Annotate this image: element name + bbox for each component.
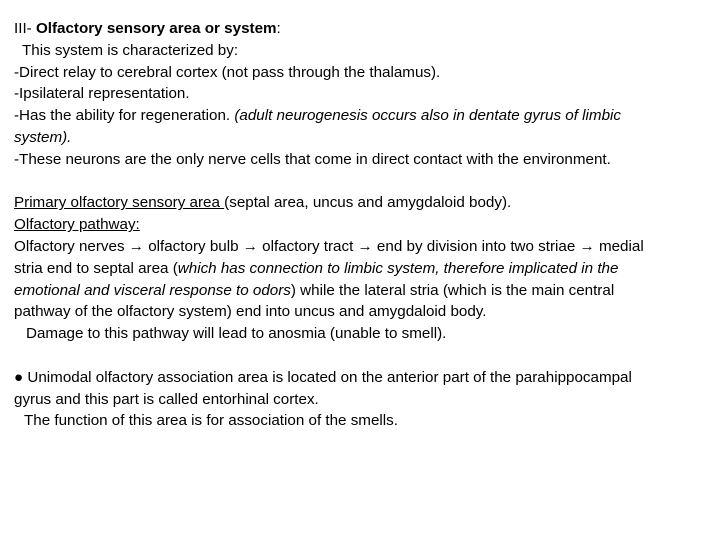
- pathway-line-4: pathway of the olfactory system) end into uncus and amygdaloid body.: [14, 303, 487, 321]
- spacer: [14, 345, 714, 367]
- pathway-line-1: Olfactory nerves → olfactory bulb → olfactory tract → end by division into two striae → medial: [14, 237, 644, 255]
- pathway-line-2-italic: which has connection to limbic system, therefore implicated in the: [177, 259, 619, 277]
- section-prefix: III-: [14, 20, 36, 37]
- feature-direct-relay: -Direct relay to cerebral cortex (not pass through the thalamus).: [14, 63, 441, 81]
- regeneration-note-part2: system).: [14, 128, 72, 146]
- pathway-line-3: [14, 280, 714, 302]
- pathway-line-2-text: stria end to septal area (: [14, 259, 178, 277]
- feature-regeneration: [14, 105, 714, 127]
- pathway-heading: Olfactory pathway:: [14, 216, 140, 234]
- primary-area: [14, 192, 714, 214]
- pathway-line-2: [14, 258, 714, 280]
- pathway-line-3-italic: emotional and visceral response to odors: [14, 281, 291, 299]
- pathway-damage: Damage to this pathway will lead to anosmia (unable to smell).: [26, 325, 447, 343]
- slide-content: [14, 18, 714, 432]
- feature-regeneration-text: -Has the ability for regeneration.: [14, 107, 235, 125]
- primary-area-detail: (septal area, uncus and amygdaloid body).: [224, 194, 512, 212]
- feature-ipsilateral: -Ipsilateral representation.: [14, 85, 190, 103]
- section-heading: [14, 18, 714, 40]
- association-line-1: ● Unimodal olfactory association area is located on the anterior part of the parahippocampal: [14, 368, 632, 386]
- association-function: The function of this area is for association of the smells.: [24, 412, 398, 430]
- intro-text: This system is characterized by:: [22, 41, 239, 59]
- section-title: Olfactory sensory area or system: [35, 20, 277, 37]
- primary-area-label: Primary olfactory sensory area: [14, 194, 225, 212]
- association-line-2: gyrus and this part is called entorhinal cortex.: [14, 390, 319, 408]
- section-title-suffix: :: [276, 20, 281, 37]
- feature-environment-contact: -These neurons are the only nerve cells that come in direct contact with the environment.: [14, 150, 611, 168]
- regeneration-note-part1: (adult neurogenesis occurs also in dentate gyrus of limbic: [234, 107, 621, 125]
- pathway-line-3-text: ) while the lateral stria (which is the main central: [290, 281, 615, 299]
- spacer: [14, 171, 714, 193]
